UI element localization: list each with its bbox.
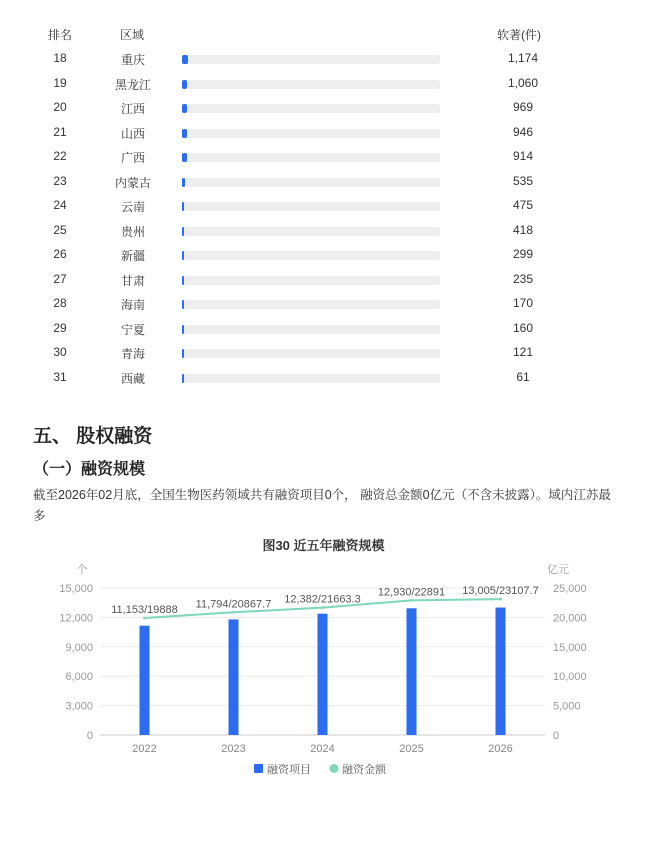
row-bar-fill (182, 325, 184, 334)
row-bar-fill (182, 251, 184, 260)
row-region: 西藏 (120, 371, 145, 386)
row-bar-fill (182, 300, 184, 309)
row-value: 418 (512, 222, 534, 237)
row-bar-track (182, 104, 440, 113)
row-value: 170 (512, 296, 534, 310)
row-value: 914 (512, 149, 534, 163)
table-row (0, 341, 647, 365)
row-bar-fill (182, 227, 184, 236)
table-row (0, 243, 647, 267)
row-region: 甘肃 (120, 273, 145, 288)
summary-paragraph: 截至2026年02月底，全国生物医药领域共有融资项目0个， 融资总金额0亿元（不含未披露）。域内江苏最多 (33, 488, 611, 523)
left-tick-label: 9,000 (65, 641, 93, 654)
row-value: 535 (512, 173, 534, 188)
legend-bar-swatch (254, 764, 263, 773)
bar-financing-projects (496, 608, 506, 735)
table-row (0, 268, 647, 292)
left-tick-label: 6,000 (65, 671, 93, 684)
right-tick-label: 15,000 (553, 641, 587, 654)
row-value: 121 (512, 345, 534, 359)
row-value: 969 (512, 100, 534, 114)
line-point (232, 611, 235, 614)
section-subtitle: （一）融资规模 (33, 461, 146, 478)
row-region: 宁夏 (120, 322, 145, 337)
legend-label: 融资金额 (342, 764, 386, 776)
row-bar-fill (182, 153, 187, 162)
row-region: 山西 (120, 126, 145, 141)
table-row (0, 145, 647, 169)
table-row (0, 194, 647, 218)
bar-financing-projects (407, 608, 417, 735)
row-region: 青海 (120, 347, 145, 361)
left-tick-label: 15,000 (59, 583, 93, 595)
row-value: 475 (512, 198, 534, 212)
row-rank: 26 (53, 247, 67, 261)
row-region: 内蒙古 (114, 175, 151, 190)
row-value: 946 (512, 124, 534, 139)
legend-label: 融资项目 (267, 764, 311, 776)
row-rank: 31 (53, 369, 67, 384)
row-bar-fill (182, 202, 184, 211)
row-region: 江西 (120, 102, 145, 116)
row-bar-fill (182, 55, 188, 64)
bar-financing-projects (318, 614, 328, 735)
data-label: 13,005/23107.7 (462, 585, 539, 598)
table-row (0, 96, 647, 120)
row-bar-fill (182, 374, 184, 383)
row-region: 广西 (120, 151, 145, 165)
table-row (0, 170, 647, 194)
row-rank: 24 (53, 198, 67, 212)
table-row (0, 317, 647, 341)
left-tick-label: 12,000 (59, 612, 93, 625)
row-rank: 30 (53, 345, 67, 359)
financing-chart (0, 530, 647, 790)
row-value: 1,174 (507, 51, 539, 65)
row-bar-track (182, 55, 440, 64)
row-rank: 20 (53, 100, 67, 114)
right-tick-label: 25,000 (553, 583, 587, 595)
line-point (410, 599, 413, 602)
row-bar-track (182, 251, 440, 260)
table-row (0, 292, 647, 316)
row-value: 1,060 (507, 75, 539, 90)
table-row (0, 47, 647, 71)
header-region: 区域 (120, 28, 145, 42)
row-bar-fill (182, 349, 184, 358)
x-tick-label: 2023 (221, 743, 246, 755)
row-bar-track (182, 129, 440, 138)
row-rank: 21 (53, 124, 67, 139)
right-axis-unit: 亿元 (547, 564, 569, 576)
x-tick-label: 2022 (132, 743, 157, 755)
right-tick-label: 5,000 (553, 700, 581, 713)
line-point (143, 617, 146, 620)
legend-line-swatch (330, 764, 339, 773)
row-rank: 28 (53, 296, 67, 310)
header-rank: 排名 (48, 28, 73, 42)
data-label: 12,930/22891 (377, 586, 446, 599)
right-tick-label: 10,000 (553, 671, 587, 684)
row-bar-track (182, 153, 440, 162)
row-rank: 19 (53, 75, 67, 90)
right-tick-label: 0 (553, 730, 560, 742)
header-value: 软著(件) (497, 28, 541, 42)
row-bar-track (182, 178, 440, 187)
left-tick-label: 3,000 (65, 700, 93, 713)
row-bar-track (182, 276, 440, 285)
row-bar-track (182, 325, 440, 334)
right-tick-label: 20,000 (553, 612, 587, 625)
row-bar-fill (182, 80, 187, 89)
row-region: 云南 (120, 200, 145, 214)
row-value: 61 (516, 369, 530, 384)
table-row (0, 366, 647, 390)
row-region: 新疆 (120, 249, 145, 263)
bar-financing-projects (229, 619, 239, 735)
x-tick-label: 2026 (488, 743, 513, 755)
row-rank: 18 (53, 51, 67, 65)
row-bar-fill (182, 178, 185, 187)
row-bar-track (182, 80, 440, 89)
bar-financing-projects (140, 626, 150, 735)
data-label: 12,382/21663.3 (284, 593, 361, 606)
row-bar-track (182, 300, 440, 309)
row-bar-fill (182, 104, 187, 113)
row-rank: 23 (53, 173, 67, 188)
table-row (0, 72, 647, 96)
row-bar-track (182, 349, 440, 358)
table-row (0, 121, 647, 145)
row-bar-track (182, 227, 440, 236)
chart-title: 图30 近五年融资规模 (262, 538, 385, 553)
section-title: 五、 股权融资 (33, 426, 153, 447)
left-axis-unit: 个 (76, 564, 88, 576)
row-region: 贵州 (120, 224, 145, 239)
row-rank: 27 (53, 271, 67, 286)
data-label: 11,794/20867.7 (195, 598, 272, 611)
row-value: 235 (512, 271, 534, 286)
left-tick-label: 0 (86, 730, 93, 742)
line-point (321, 606, 324, 609)
row-bar-fill (182, 276, 184, 285)
row-rank: 29 (53, 320, 67, 335)
row-value: 299 (512, 247, 534, 261)
row-value: 160 (512, 320, 534, 335)
row-region: 海南 (120, 298, 145, 312)
row-bar-track (182, 374, 440, 383)
table-row (0, 219, 647, 243)
data-label: 11,153/19888 (111, 604, 178, 617)
row-bar-fill (182, 129, 187, 138)
row-rank: 22 (53, 149, 67, 163)
row-region: 重庆 (120, 53, 145, 67)
x-tick-label: 2025 (399, 743, 424, 755)
row-rank: 25 (53, 222, 67, 237)
x-tick-label: 2024 (310, 743, 335, 755)
row-bar-track (182, 202, 440, 211)
row-region: 黑龙江 (114, 77, 151, 92)
line-point (499, 598, 502, 601)
